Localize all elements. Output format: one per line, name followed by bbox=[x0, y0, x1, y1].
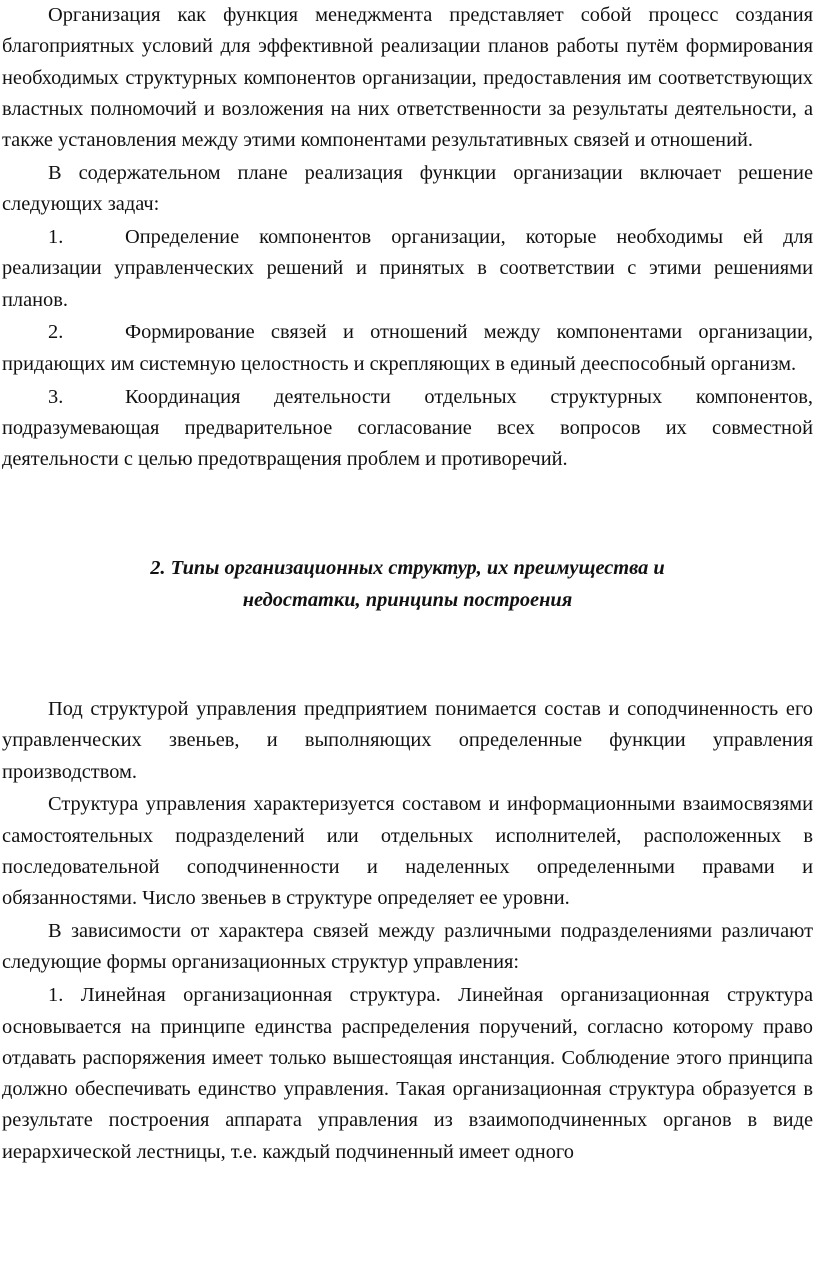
body-paragraph-structure-forms: В зависимости от характера связей между различными подразделениями различают следующие формы организационных структур управления: bbox=[2, 920, 813, 974]
section-heading-line-1: 2. Типы организационных структур, их преимущества и bbox=[150, 557, 665, 580]
task-number-1: 1. bbox=[48, 226, 64, 249]
task-item-2 bbox=[2, 317, 813, 380]
intro-paragraph-organization-function: Организация как функция менеджмента представляет собой процесс создания благоприятных условий для эффективной реализации планов работы путём формирования необходимых структурных компонентов организации, предоставления им соответствующих властных полномочий и возложения на них ответственности за результаты деятельности, а также установления между этими компонентами результативных связей и отношений. bbox=[2, 4, 813, 152]
body-paragraph-structure-characteristics: Структура управления характеризуется составом и информационными взаимосвязями самостоятельных подразделений или отдельных исполнителей, расположенных в последовательной соподчиненности и наделенных определенными правами и обязанностями. Число звеньев в структуре определяет ее уровни. bbox=[2, 793, 813, 910]
intro-paragraph-tasks: В содержательном плане реализация функции организации включает решение следующих задач: bbox=[2, 161, 813, 216]
task-item-3 bbox=[2, 382, 813, 476]
section-heading-line-2: недостатки, принципы построения bbox=[242, 588, 573, 611]
linear-structure-paragraph bbox=[2, 980, 813, 1168]
task-number-2: 2. bbox=[48, 321, 64, 344]
task-text-1: Определение компонентов организации, которые необходимы ей для реализации управленческих решений и принятых в соответствии с этими решениями планов. bbox=[2, 226, 813, 311]
task-text-3: Координация деятельности отдельных структурных компонентов, подразумевающая предварительное согласование всех вопросов их совместной деятельности с целью предотвращения проблем и противоречий. bbox=[2, 385, 813, 471]
task-item-1 bbox=[2, 222, 813, 316]
task-number-3: 3. bbox=[48, 385, 64, 408]
linear-structure-number: 1. bbox=[48, 984, 64, 1007]
task-text-2: Формирование связей и отношений между компонентами организации, придающих им системную целостность и скрепляющих в единый дееспособный организм. bbox=[2, 321, 813, 375]
section-heading bbox=[2, 553, 813, 616]
body-paragraph-management-structure: Под структурой управления предприятием понимается состав и соподчиненность его управленческих звеньев, и выполняющих определенные функции управления производством. bbox=[2, 698, 813, 783]
linear-structure-text: Линейная организационная структура. Линейная организационная структура основывается на принципе единства распределения поручений, согласно которому право отдавать распоряжения имеет только вышестоящая инстанция. Соблюдение этого принципа должно обеспечивать единство управления. Такая организационная структура образуется в результате построения аппарата управления из взаимоподчиненных органов в виде иерархической лестницы, т.е. каждый подчиненный имеет одного bbox=[2, 984, 813, 1163]
